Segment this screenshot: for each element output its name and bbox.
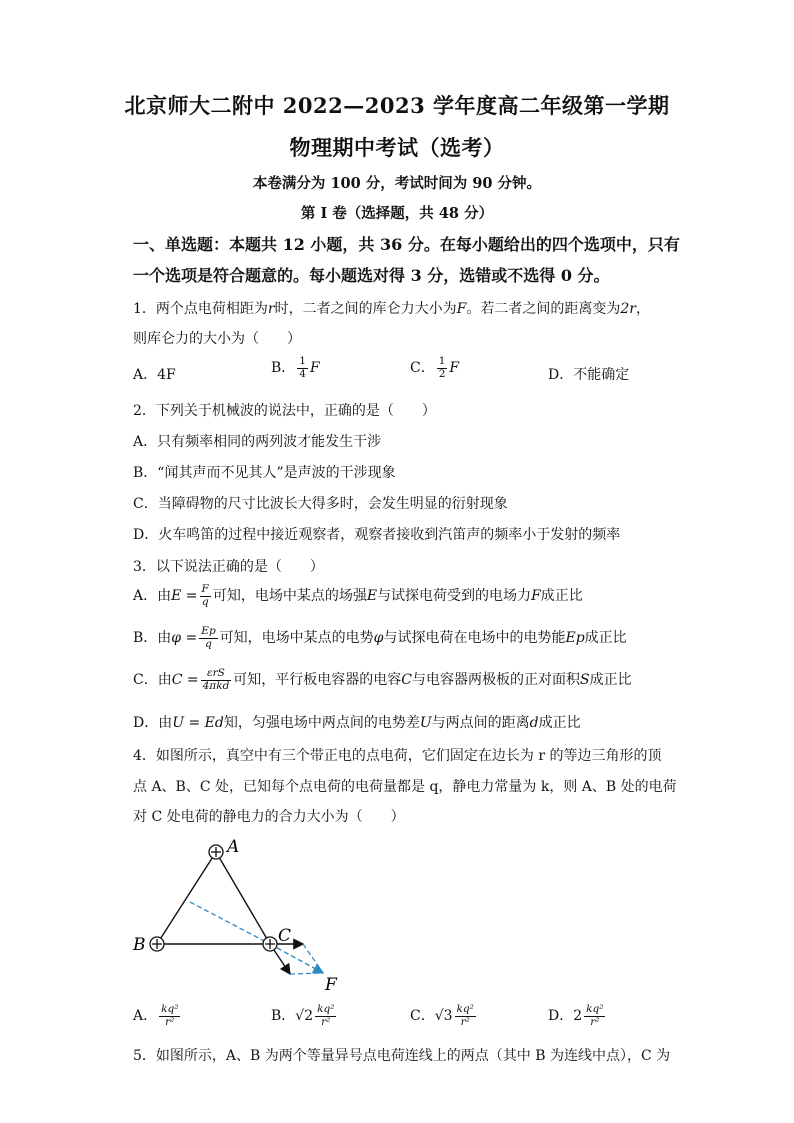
q2-option-a: A．只有频率相同的两列波才能发生干涉 [133,434,382,450]
q4-stem-line2: 点 A、B、C 处，已知每个点电荷的电荷量都是 q，静电力常量为 k，则 A、B 处的电荷 [133,779,677,795]
q1-option-b: B． $\frac{1}{4}$ F [271,355,320,380]
charge-b [150,937,164,951]
section-heading-line1: 一、单选题：本题共 12 小题，共 36 分。在每小题给出的四个选项中，只有 [133,235,680,254]
q3-option-a: A．由E = $\frac{F}{q}$ 可知，电场中某点的场强E与试探电荷受到的电场力F成正比 [133,583,583,608]
q4-option-c: C．√3 $\frac{\text{kq²}}{\text{r²}}$ [410,1003,474,1028]
exam-title-line1: 北京师大二附中 2022—2023 学年度高二年级第一学期 [124,93,670,118]
q1-option-d: D．不能确定 [548,367,630,383]
q2-option-c: C．当障碍物的尺寸比波长大得多时，会发生明显的衍射现象 [133,496,508,512]
q2-option-b: B．“闻其声而不见其人”是声波的干涉现象 [133,465,396,481]
q4-stem-line1: 4．如图所示，真空中有三个带正电的点电荷，它们固定在边长为 r 的等边三角形的顶 [133,748,662,764]
fraction: $\frac{Ep}{q}$ [201,625,216,650]
dashed-parallel-1 [303,944,323,973]
fraction: $\frac{\text{kq²}}{\text{r²}}$ [161,1003,179,1028]
fraction: $\frac{\text{kq²}}{\text{r²}}$ [586,1003,604,1028]
fraction: $\frac{\text{εrS}}{\text{4πkd}}$ [202,667,230,692]
resultant-force-arrow [270,944,323,973]
q1-option-c: C． $\frac{1}{2}$ F [410,355,460,380]
q1-stem-line2: 则库仑力的大小为（ ） [133,331,301,347]
q1-stem-line1: 1．两个点电荷相距为r时，二者之间的库仑力大小为F。若二者之间的距离变为2r， [133,301,650,317]
q3-option-d: D．由U = Ed知，匀强电场中两点间的电势差U与两点间的距离d成正比 [133,715,581,731]
label-a: A [227,837,240,857]
q1-option-a: A．4F [133,367,176,383]
label-c: C [278,926,292,946]
exam-note: 本卷满分为 100 分，考试时间为 90 分钟。 [252,175,542,192]
section-heading-line2: 一个选项是符合题意的。每小题选对得 3 分，选错或不选得 0 分。 [133,266,610,285]
label-b: B [133,935,146,955]
triangle-charge-figure [125,832,355,997]
q4-option-d: D．2 $\frac{\text{kq²}}{\text{r²}}$ [548,1003,604,1028]
fraction: $\frac{\text{kq²}}{\text{r²}}$ [317,1003,335,1028]
part-heading: 第 I 卷（选择题，共 48 分） [300,205,494,222]
q4-option-b: B．√2 $\frac{\text{kq²}}{\text{r²}}$ [271,1003,335,1028]
label-f: F [325,975,337,995]
fraction: $\frac{1}{2}$ [438,355,446,380]
q5-stem-line1: 5．如图所示，A、B 为两个等量异号点电荷连线上的两点（其中 B 为连线中点），C 为 [133,1048,671,1064]
q4-option-a: A． $\frac{\text{kq²}}{\text{r²}}$ [133,1003,179,1028]
q3-option-c: C．由C = $\frac{\text{εrS}}{\text{4πkd}}$ 可知，平行板电容器的电容C与电容器两极板的正对面积S成正比 [133,667,632,692]
q4-stem-line3: 对 C 处电荷的静电力的合力大小为（ ） [133,809,405,825]
q3-option-b: B．由φ = $\frac{Ep}{q}$ 可知，电场中某点的电势φ与试探电荷在电场中的电势能Ep成正比 [133,625,627,650]
triangle-side-ab [157,852,216,944]
q2-option-d: D．火车鸣笛的过程中接近观察者，观察者接收到汽笛声的频率小于发射的频率 [133,527,621,543]
fraction: $\frac{F}{q}$ [201,583,209,608]
fraction: $\frac{1}{4}$ [299,355,306,380]
charge-c [263,937,277,951]
dashed-parallel-2 [290,973,323,974]
fraction: $\frac{\text{kq²}}{\text{r²}}$ [456,1003,474,1028]
charge-a [209,845,223,859]
exam-title-line2: 物理期中考试（选考） [289,135,505,160]
q2-stem: 2．下列关于机械波的说法中，正确的是（ ） [133,403,436,419]
q3-stem: 3．以下说法正确的是（ ） [133,559,324,575]
